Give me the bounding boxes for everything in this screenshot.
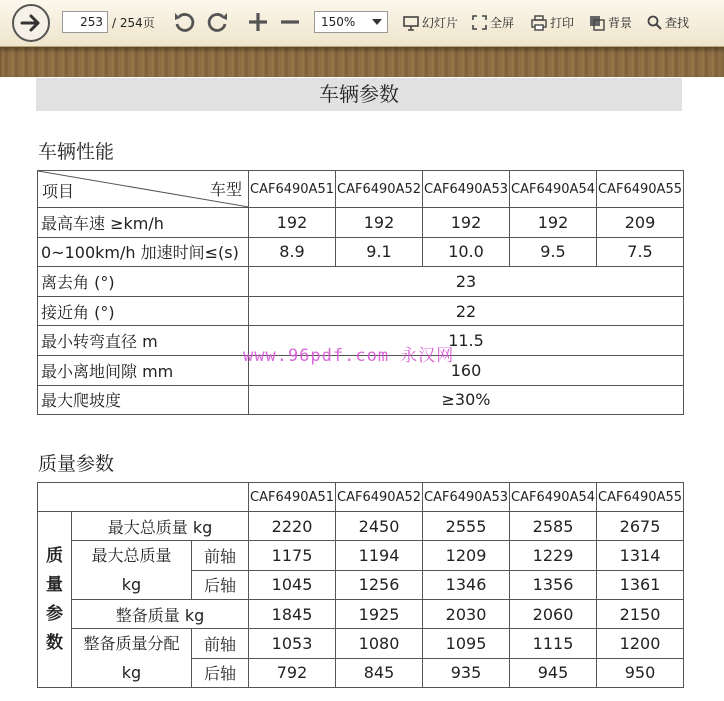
row-label [72, 629, 192, 688]
table-cell: 1845 [249, 600, 336, 629]
table-cell: 1256 [336, 570, 423, 600]
table-row [38, 237, 684, 267]
table-cell: 7.5 [597, 237, 684, 267]
table-cell: 792 [249, 658, 336, 688]
empty-header-cell [38, 483, 249, 512]
model-header: CAF6490A52 [336, 483, 423, 512]
table-row [38, 541, 684, 571]
page-number-input[interactable] [62, 11, 108, 33]
rotate-right-icon [206, 10, 230, 34]
table-cell: 192 [249, 208, 336, 238]
axle-label: 前轴 [192, 629, 249, 659]
printer-icon [531, 15, 547, 31]
model-header: CAF6490A53 [423, 483, 510, 512]
table-cell: 1361 [597, 570, 684, 600]
row-label: 最小转弯直径 m [38, 326, 249, 356]
group-char: 参 [46, 603, 63, 624]
table-cell: 23 [249, 267, 684, 297]
table-row [38, 629, 684, 659]
minus-icon [279, 11, 301, 33]
model-header: CAF6490A54 [510, 483, 597, 512]
background-icon [589, 15, 605, 31]
next-page-button[interactable] [12, 4, 50, 42]
section-banner: 车辆参数 [36, 78, 682, 111]
table-cell: 2150 [597, 600, 684, 629]
row-label: 整备质量 kg [72, 600, 249, 629]
table-cell: 2220 [249, 512, 336, 541]
table-cell: 10.0 [423, 237, 510, 267]
table-cell: 2555 [423, 512, 510, 541]
table-cell: 1045 [249, 570, 336, 600]
table-row [38, 600, 684, 629]
table-cell: 2450 [336, 512, 423, 541]
header-item-label: 项目 [42, 182, 75, 201]
header-diagonal-cell [38, 171, 249, 208]
row-label-line: 最大总质量 [91, 546, 172, 565]
row-label: 最大爬坡度 [38, 385, 249, 415]
table-header-row [38, 171, 684, 208]
performance-heading: 车辆性能 [38, 141, 115, 163]
table-header-row [38, 483, 684, 512]
table-cell: 1175 [249, 541, 336, 571]
table-cell: 192 [423, 208, 510, 238]
model-header: CAF6490A52 [336, 171, 423, 208]
row-label: 接近角 (°) [38, 296, 249, 326]
pdf-toolbar [0, 0, 724, 47]
zoom-select[interactable] [314, 11, 388, 33]
viewer-background [0, 47, 724, 77]
table-cell: 1346 [423, 570, 510, 600]
fullscreen-icon [472, 15, 487, 30]
slideshow-label: 幻灯片 [422, 16, 459, 30]
table-cell: 1229 [510, 541, 597, 571]
table-cell: 1356 [510, 570, 597, 600]
row-label-line: kg [121, 663, 142, 682]
slideshow-button[interactable] [403, 14, 458, 31]
zoom-value: 150% [321, 15, 356, 29]
table-cell: 945 [510, 658, 597, 688]
table-cell: 1314 [597, 541, 684, 571]
rotate-left-icon [172, 10, 196, 34]
document-page [0, 78, 724, 701]
row-label: 最小离地间隙 mm [38, 355, 249, 385]
row-label: 离去角 (°) [38, 267, 249, 297]
table-row [38, 296, 684, 326]
rotate-left-button[interactable] [170, 8, 198, 36]
table-cell: 1194 [336, 541, 423, 571]
find-button[interactable] [647, 14, 689, 31]
page-total-label: / 254页 [112, 16, 155, 30]
table-cell: 1053 [249, 629, 336, 659]
background-button[interactable] [589, 14, 632, 31]
slideshow-icon [403, 15, 419, 31]
arrow-right-icon [19, 11, 43, 35]
table-cell: 160 [249, 355, 684, 385]
group-label [38, 512, 72, 688]
table-row [38, 512, 684, 541]
model-header: CAF6490A55 [597, 171, 684, 208]
axle-label: 后轴 [192, 658, 249, 688]
mass-heading: 质量参数 [38, 453, 115, 475]
table-cell: 2060 [510, 600, 597, 629]
table-cell: 9.5 [510, 237, 597, 267]
table-cell: 1925 [336, 600, 423, 629]
table-cell: 192 [336, 208, 423, 238]
table-cell: 950 [597, 658, 684, 688]
group-char: 量 [46, 574, 63, 595]
plus-icon [247, 11, 269, 33]
group-char: 质 [46, 545, 63, 566]
table-cell: ≥30% [249, 385, 684, 415]
row-label-line: kg [121, 575, 142, 594]
table-cell: 1209 [423, 541, 510, 571]
model-header: CAF6490A53 [423, 171, 510, 208]
table-cell: 9.1 [336, 237, 423, 267]
print-button[interactable] [531, 14, 574, 31]
zoom-in-button[interactable] [244, 8, 272, 36]
row-label: 0~100km/h 加速时间≤(s) [38, 237, 249, 267]
row-label [72, 541, 192, 600]
table-cell: 845 [336, 658, 423, 688]
table-cell: 2585 [510, 512, 597, 541]
mass-table [37, 482, 684, 688]
model-header: CAF6490A51 [249, 171, 336, 208]
table-cell: 209 [597, 208, 684, 238]
header-model-label: 车型 [209, 180, 242, 199]
table-cell: 1200 [597, 629, 684, 659]
chevron-down-icon [372, 19, 382, 25]
table-cell: 1080 [336, 629, 423, 659]
axle-label: 前轴 [192, 541, 249, 571]
table-cell: 2030 [423, 600, 510, 629]
performance-table [37, 170, 684, 415]
table-cell: 1095 [423, 629, 510, 659]
table-cell: 11.5 [249, 326, 684, 356]
table-row [38, 385, 684, 415]
table-row [38, 208, 684, 238]
model-header: CAF6490A55 [597, 483, 684, 512]
zoom-out-button[interactable] [276, 8, 304, 36]
table-cell: 2675 [597, 512, 684, 541]
search-icon [647, 15, 662, 30]
background-label: 背景 [608, 16, 633, 30]
table-cell: 935 [423, 658, 510, 688]
print-label: 打印 [550, 16, 575, 30]
table-cell: 8.9 [249, 237, 336, 267]
watermark: www.96pdf.com 永汉网 [243, 346, 455, 366]
axle-label: 后轴 [192, 570, 249, 600]
row-label: 最高车速 ≥km/h [38, 208, 249, 238]
row-label-line: 整备质量分配 [83, 634, 180, 653]
table-cell: 1115 [510, 629, 597, 659]
find-label: 查找 [665, 16, 690, 30]
row-label: 最大总质量 kg [72, 512, 249, 541]
group-char: 数 [46, 632, 63, 653]
rotate-right-button[interactable] [204, 8, 232, 36]
model-header: CAF6490A54 [510, 171, 597, 208]
model-header: CAF6490A51 [249, 483, 336, 512]
fullscreen-button[interactable] [472, 14, 514, 31]
table-row [38, 267, 684, 297]
table-cell: 22 [249, 296, 684, 326]
fullscreen-label: 全屏 [490, 16, 515, 30]
table-cell: 192 [510, 208, 597, 238]
